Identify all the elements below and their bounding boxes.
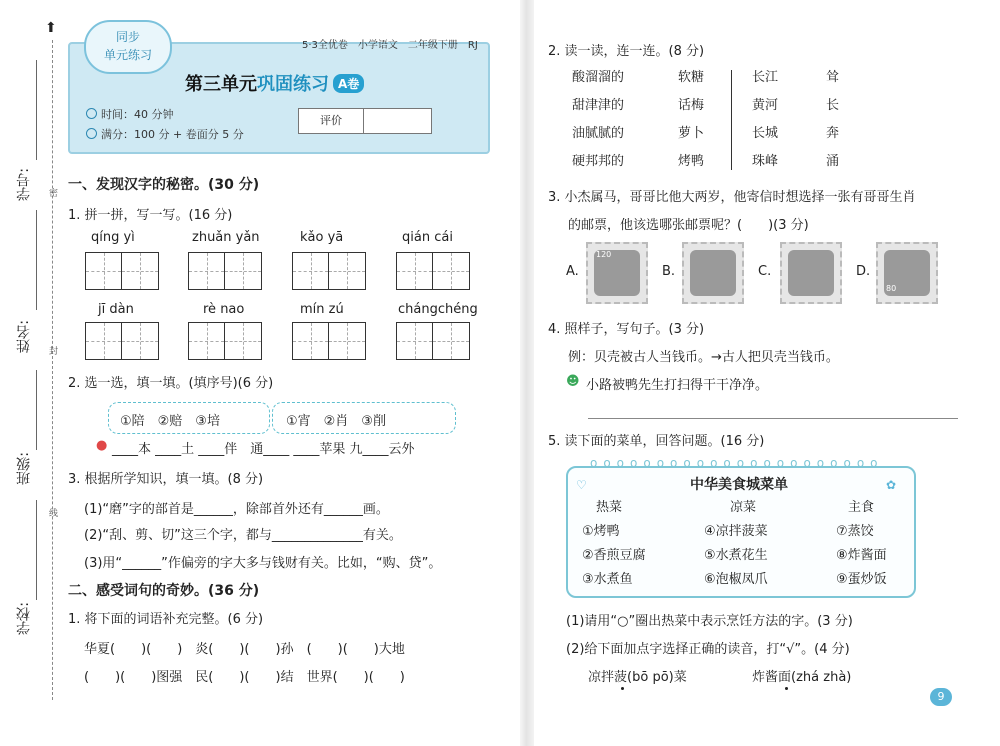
option-d[interactable]: D. — [856, 264, 871, 279]
question-2-5: 5. 读下面的菜单，回答问题。(16 分) — [548, 434, 765, 449]
match-item[interactable]: 耸 — [826, 70, 840, 85]
choice-a-pre: 凉拌 — [588, 670, 615, 685]
page-fold — [520, 0, 534, 746]
school-label: 学校: — [16, 602, 32, 635]
match-col-2[interactable] — [678, 64, 704, 176]
menu-item[interactable]: ③水煮鱼 — [582, 572, 633, 587]
level-badge: A卷 — [333, 74, 364, 93]
writing-grid-3[interactable] — [292, 252, 366, 290]
option-b[interactable]: B. — [662, 264, 676, 279]
question-2-4: 4. 照样子，写句子。(3 分) — [548, 322, 705, 337]
school-line — [36, 500, 37, 600]
match-item[interactable]: 甜津津的 — [572, 98, 625, 113]
question-2-3-line1: 3. 小杰属马，哥哥比他大两岁，他寄信时想选择一张有哥哥生肖 — [548, 190, 916, 205]
choice-b-dotted: 面 — [778, 666, 791, 685]
eval-label: 评价 — [299, 109, 364, 133]
match-col-1[interactable] — [572, 64, 624, 176]
name-label: 姓名: — [16, 320, 32, 353]
apple-icon: ● — [96, 438, 108, 453]
student-no-label: 学号: — [16, 168, 32, 201]
section-1-title: 一、发现汉字的秘密。(30 分) — [68, 177, 260, 193]
clock-icon — [86, 108, 97, 119]
pinyin-5: jī dàn — [98, 302, 134, 317]
menu-item[interactable]: ⑤水煮花生 — [704, 548, 768, 563]
pinyin-3: kǎo yā — [300, 230, 344, 245]
match-item[interactable]: 涌 — [826, 154, 840, 169]
menu-item[interactable]: ⑦蒸饺 — [836, 524, 874, 539]
q5-part-2: (2)给下面加点字选择正确的读音，打“√”。(4 分) — [566, 642, 850, 657]
choice-b-pre: 炸酱 — [752, 670, 779, 685]
check-icon — [86, 128, 97, 139]
series-label: 5·3全优卷 小学语文 二年级下册 RJ — [302, 40, 478, 51]
question-2-3-line2[interactable]: 的邮票，他该选哪张邮票呢？( )(3 分) — [568, 218, 809, 233]
flower-icon: ✿ — [886, 478, 897, 492]
score-text: 满分：100 分 + 卷面分 5 分 — [101, 128, 244, 141]
question-2-1: 1. 将下面的词语补充完整。(6 分) — [68, 612, 264, 627]
match-item[interactable]: 长 — [826, 98, 840, 113]
stamp-a-value: 120 — [596, 250, 612, 259]
spiral-binding: oooooooooooooooooooooo — [590, 456, 884, 470]
page-title — [185, 70, 364, 96]
option-a[interactable]: A. — [566, 264, 579, 279]
seal-feng: 封 — [47, 346, 57, 355]
writing-grid-5[interactable] — [85, 322, 159, 360]
menu-item[interactable]: ⑥泡椒凤爪 — [704, 572, 768, 587]
section-2-title: 二、感受词句的奇妙。(36 分) — [68, 583, 260, 599]
question-1-1: 1. 拼一拼，写一写。(16 分) — [68, 208, 233, 223]
time-info — [86, 106, 174, 122]
q3-item-2[interactable]: (2)“刮、剪、切”这三个字，都与______________有关。 — [84, 528, 402, 543]
match-item[interactable]: 长江 — [752, 70, 779, 85]
q3-item-1[interactable]: (1)“磨”字的部首是______，除部首外还有______画。 — [84, 502, 389, 517]
time-text: 时间：40 分钟 — [101, 108, 174, 121]
writing-grid-2[interactable] — [188, 252, 262, 290]
match-item[interactable]: 珠峰 — [752, 154, 779, 169]
words-row-2[interactable]: ( )( )图强 民( )( )结 世界( )( ) — [84, 670, 405, 685]
menu-item[interactable]: ④凉拌菠菜 — [704, 524, 768, 539]
match-item[interactable]: 奔 — [826, 126, 840, 141]
stamp-d-value: 80 — [886, 284, 897, 293]
match-item[interactable]: 油腻腻的 — [572, 126, 625, 141]
menu-item[interactable]: ①烤鸭 — [582, 524, 620, 539]
menu-head-hot: 热菜 — [596, 500, 623, 515]
class-label: 班级: — [16, 452, 32, 485]
writing-grid-4[interactable] — [396, 252, 470, 290]
student-no-line — [36, 60, 37, 160]
example-sentence: 例：贝壳被古人当钱币。→古人把贝壳当钱币。 — [568, 350, 839, 365]
pronunciation-choice-a[interactable] — [588, 666, 687, 685]
match-col-3[interactable] — [752, 64, 778, 176]
option-c[interactable]: C. — [758, 264, 772, 279]
badge-line2: 单元练习 — [103, 48, 152, 62]
match-col-4[interactable] — [826, 64, 839, 176]
pinyin-4: qián cái — [402, 230, 453, 245]
monkey-stamp-icon[interactable] — [876, 242, 938, 304]
match-divider — [731, 70, 732, 170]
menu-head-cold: 凉菜 — [730, 500, 757, 515]
task-sentence: 小路被鸭先生打扫得干干净净。 — [586, 378, 769, 393]
writing-grid-1[interactable] — [85, 252, 159, 290]
class-line — [36, 370, 37, 450]
snake-stamp-icon[interactable] — [586, 242, 648, 304]
badge-line1: 同步 — [115, 30, 140, 44]
menu-head-staple: 主食 — [848, 500, 875, 515]
seal-xian: 线 — [47, 508, 57, 517]
q3-item-3[interactable]: (3)用“______”作偏旁的字大多与钱财有关。比如，“购、贷”。 — [84, 556, 442, 571]
choice-a-dotted: 菠 — [614, 666, 627, 685]
match-item[interactable]: 烤鸭 — [678, 154, 705, 169]
answer-line[interactable] — [588, 418, 958, 419]
question-1-3: 3. 根据所学知识，填一填。(8 分) — [68, 472, 264, 487]
pinyin-1: qíng yì — [91, 230, 135, 245]
options-a: ①陪 ②赔 ③培 — [120, 414, 220, 429]
menu-title: 中华美食城菜单 — [690, 477, 788, 493]
pinyin-7: mín zú — [300, 302, 344, 317]
match-item[interactable]: 软糖 — [678, 70, 705, 85]
menu-item[interactable]: ⑧炸酱面 — [836, 548, 887, 563]
title-part1: 第三单元 — [185, 74, 257, 95]
page-number: 9 — [930, 688, 952, 706]
question-1-2: 2. 选一选，填一填。(填序号)(6 分) — [68, 376, 274, 391]
match-item[interactable]: 萝卜 — [678, 126, 705, 141]
writing-grid-7[interactable] — [292, 322, 366, 360]
menu-item[interactable]: ②香煎豆腐 — [582, 548, 646, 563]
dog-stamp-icon[interactable] — [682, 242, 744, 304]
options-b: ①宵 ②肖 ③削 — [286, 414, 386, 429]
cut-line — [52, 40, 53, 700]
match-item[interactable]: 黄河 — [752, 98, 779, 113]
pronunciation-choice-b[interactable] — [752, 666, 851, 685]
seal-mi: 密 — [47, 188, 57, 197]
words-row-1[interactable]: 华夏( )( ) 炎( )( )孙 ( )( )大地 — [84, 642, 405, 657]
writing-grid-8[interactable] — [396, 322, 470, 360]
name-line — [36, 210, 37, 310]
heart-icon: ♡ — [576, 478, 587, 492]
title-part2: 巩固练习 — [257, 74, 329, 95]
menu-item[interactable]: ⑨蛋炒饭 — [836, 572, 887, 587]
question-2-2: 2. 读一读，连一连。(8 分) — [548, 44, 705, 59]
choice-a-post[interactable]: (bō pō)菜 — [627, 670, 687, 685]
rocket-icon: ⬆ — [45, 20, 57, 36]
match-item[interactable]: 话梅 — [678, 98, 705, 113]
score-info — [86, 126, 244, 142]
unit-badge — [84, 20, 172, 74]
writing-grid-6[interactable] — [188, 322, 262, 360]
frog-icon: ☻ — [566, 374, 580, 389]
pinyin-8: chángchéng — [398, 302, 478, 317]
match-item[interactable]: 酸溜溜的 — [572, 70, 625, 85]
fill-in-line[interactable]: ____本 ____土 ____伴 通____ ____苹果 九____云外 — [112, 442, 415, 457]
match-item[interactable]: 硬邦邦的 — [572, 154, 625, 169]
evaluation-box[interactable] — [298, 108, 432, 134]
choice-b-post[interactable]: (zhá zhà) — [791, 670, 852, 685]
pinyin-6: rè nao — [203, 302, 245, 317]
dragon-stamp-icon[interactable] — [780, 242, 842, 304]
q5-part-1: (1)请用“○”圈出热菜中表示烹饪方法的字。(3 分) — [566, 614, 853, 629]
pinyin-2: zhuǎn yǎn — [192, 230, 260, 245]
match-item[interactable]: 长城 — [752, 126, 779, 141]
